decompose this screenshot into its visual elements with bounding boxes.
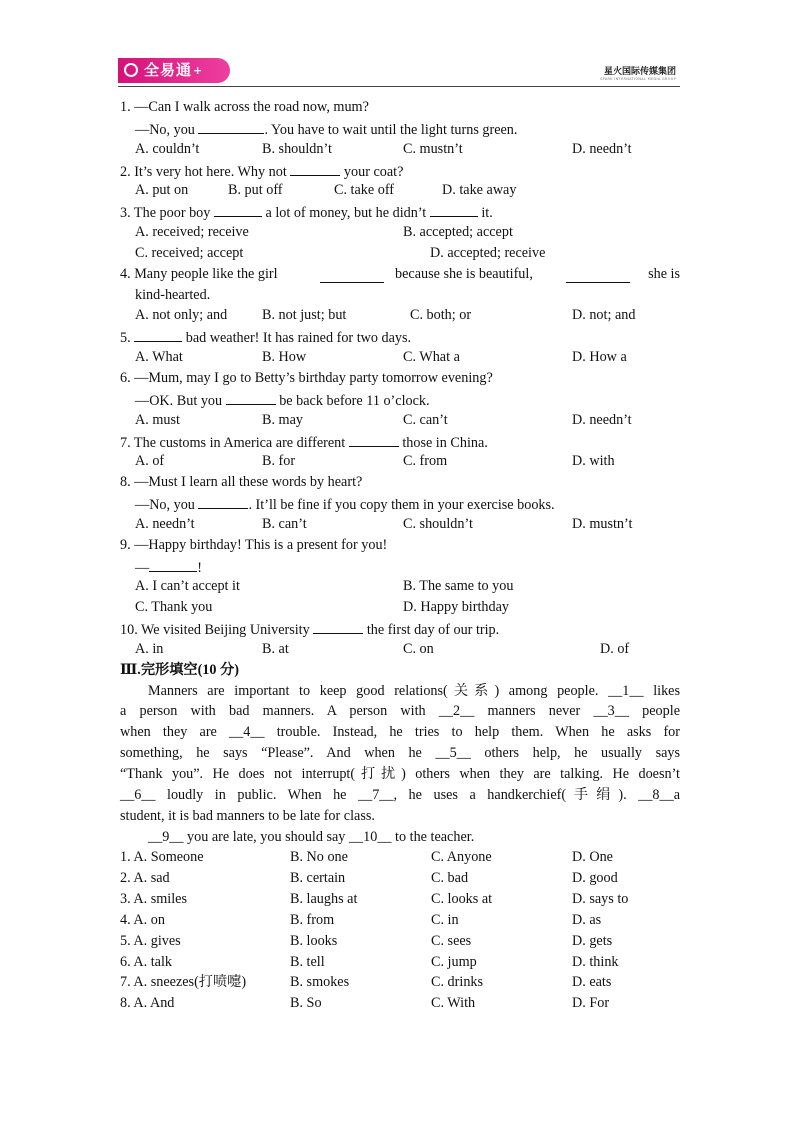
passage-line: __6__ loudly in public. When he __7__, he uses a handkerchief(手绢). __8__a (120, 786, 680, 803)
reply-text: be back before 11 o’clock. (279, 392, 430, 409)
question-1 (120, 97, 680, 118)
question-6-reply (120, 389, 680, 410)
cloze-option-row (120, 910, 680, 931)
option-d: D. mustn’t (572, 515, 633, 532)
question-text: those in China. (402, 434, 488, 451)
question-8 (120, 472, 680, 493)
option-a: 5. A. gives (120, 932, 181, 949)
option-c: C. shouldn’t (403, 515, 473, 532)
reply-text: — (135, 559, 150, 576)
option-b: B. from (290, 911, 335, 928)
option-c: C. can’t (403, 411, 448, 428)
reply-text: —No, you (135, 497, 195, 514)
option-a: A. of (135, 453, 165, 470)
question-text: 2. It’s very hot here. Why not (120, 163, 287, 180)
option-b: B. looks (290, 932, 338, 949)
option-d: D. needn’t (572, 411, 632, 428)
option-d: D. needn’t (572, 140, 632, 157)
option-c: C. Anyone (431, 849, 492, 866)
question-text: 10. We visited Beijing University (120, 622, 310, 639)
option-a: 1. A. Someone (120, 849, 204, 866)
question-text: 5. (120, 330, 131, 347)
question-7 (120, 431, 680, 452)
question-text: she is (648, 265, 680, 282)
option-a: A. received; receive (135, 224, 249, 241)
option-b: B. The same to you (403, 578, 514, 595)
option-b: B. How (262, 349, 307, 366)
publisher-name: 星火国际传媒集团 (603, 67, 676, 77)
question-4-cont (120, 285, 680, 306)
question-2-options (120, 180, 680, 201)
option-b: B. laughs at (290, 891, 358, 908)
option-d: D. accepted; receive (430, 244, 546, 261)
option-b: B. for (262, 453, 296, 470)
exercise-content (120, 97, 680, 1014)
option-c: C. from (403, 453, 448, 470)
option-a: A. needn’t (135, 515, 195, 532)
option-a: A. What (135, 349, 183, 366)
option-c: C. mustn’t (403, 140, 463, 157)
cloze-option-row (120, 931, 680, 952)
option-c: C. received; accept (135, 244, 244, 261)
option-d: D. gets (572, 932, 613, 949)
question-3-options-1 (120, 222, 680, 243)
question-9-options-2 (120, 597, 680, 618)
answer-blank (149, 556, 197, 572)
answer-blank (226, 389, 276, 405)
cloze-option-row (120, 972, 680, 993)
option-c: C. jump (431, 953, 477, 970)
question-text: kind-hearted. (135, 286, 211, 303)
option-d: D. Happy birthday (403, 599, 509, 616)
cloze-option-row (120, 993, 680, 1014)
question-text: 7. The customs in America are different (120, 434, 346, 451)
question-text: 1. —Can I walk across the road now, mum? (120, 99, 369, 115)
question-text: the first day of our trip. (366, 622, 500, 639)
answer-blank (566, 267, 630, 283)
cloze-option-row (120, 868, 680, 889)
question-text: 9. —Happy birthday! This is a present for you! (120, 536, 388, 553)
question-6 (120, 368, 680, 389)
question-10 (120, 618, 680, 639)
option-c: C. drinks (431, 974, 484, 991)
logo-text: 全易通 (144, 61, 193, 79)
option-a: A. I can’t accept it (135, 578, 240, 595)
passage-line: Manners are important to keep good relations(关系) among people. __1__ likes (148, 682, 680, 699)
passage-line: something, he says “Please”. And when he __5__ others help, he usually says (120, 745, 680, 762)
answer-blank (198, 118, 264, 134)
question-text: 8. —Must I learn all these words by heart? (120, 474, 363, 491)
question-7-options (120, 451, 680, 472)
question-6-options (120, 410, 680, 431)
question-3 (120, 201, 680, 222)
passage-line: when they are __4__ trouble. Instead, he tries to help them. When he asks for (120, 724, 680, 741)
question-text: your coat? (343, 163, 404, 180)
question-8-options (120, 514, 680, 535)
answer-blank (313, 618, 363, 634)
cloze-option-row (120, 889, 680, 910)
question-text: bad weather! It has rained for two days. (185, 330, 412, 347)
question-2 (120, 160, 680, 181)
option-b: B. No one (290, 849, 348, 866)
publisher-brand (600, 64, 676, 81)
option-d: D. think (572, 953, 619, 970)
passage-line: a person with bad manners. A person with __2__ manners never __3__ people (120, 703, 680, 720)
header-divider (118, 86, 680, 87)
question-9 (120, 535, 680, 556)
cloze-option-row (120, 952, 680, 973)
passage-line: student, it is bad manners to be late for class. (120, 807, 375, 824)
question-1-reply (120, 118, 680, 139)
option-b: B. at (262, 640, 289, 657)
option-c: C. Thank you (135, 599, 213, 616)
option-a: A. must (135, 411, 180, 428)
option-c: C. in (431, 911, 459, 928)
option-c: C. What a (403, 349, 460, 366)
page-header (118, 56, 680, 86)
option-d: D. with (572, 453, 615, 470)
option-b: B. shouldn’t (262, 140, 332, 157)
reply-text: —OK. But you (135, 392, 223, 409)
option-b: B. certain (290, 870, 346, 887)
reply-text: . It’ll be fine if you copy them in your exercise books. (248, 497, 555, 514)
answer-blank (134, 326, 182, 342)
question-text: 6. —Mum, may I go to Betty’s birthday party tomorrow evening? (120, 369, 493, 386)
question-5-options (120, 347, 680, 368)
question-9-reply (120, 556, 680, 577)
option-a: 2. A. sad (120, 870, 170, 887)
answer-blank (430, 201, 478, 217)
question-1-options (120, 139, 680, 160)
option-d: D. as (572, 911, 602, 928)
option-b: B. can’t (262, 515, 307, 532)
option-c: C. both; or (410, 307, 472, 324)
option-d: D. says to (572, 891, 629, 908)
answer-blank (214, 201, 262, 217)
option-c: C. bad (431, 870, 469, 887)
passage-line: “Thank you”. He does not interrupt(打扰) others when they are talking. He doesn’t (120, 766, 680, 782)
option-d: D. of (600, 640, 630, 657)
reply-text: —No, you (135, 121, 195, 138)
option-a: A. couldn’t (135, 140, 200, 157)
logo-plus: + (193, 64, 204, 77)
question-5 (120, 326, 680, 347)
option-d: D. eats (572, 974, 612, 991)
option-d: D. For (572, 995, 610, 1012)
option-b: B. accepted; accept (403, 224, 513, 241)
option-d: D. One (572, 849, 613, 866)
publisher-name-en: SPARK INTERNATIONAL MEDIA GROUP (600, 77, 676, 81)
answer-blank (198, 493, 248, 509)
option-b: B. may (262, 411, 303, 428)
passage-line: __9__ you are late, you should say __10__ to the teacher. (148, 828, 475, 845)
question-text: because she is beautiful, (395, 265, 533, 282)
option-a: 3. A. smiles (120, 891, 188, 908)
logo-ring-icon (124, 63, 138, 77)
reply-text: ! (197, 559, 202, 576)
option-a: 6. A. talk (120, 953, 173, 970)
question-text: a lot of money, but he didn’t (265, 205, 427, 222)
option-c: C. looks at (431, 891, 493, 908)
option-b: B. not just; but (262, 307, 347, 324)
cloze-option-row (120, 847, 680, 868)
option-d: D. not; and (572, 307, 636, 324)
question-text: 4. Many people like the girl (120, 265, 278, 282)
question-text: 3. The poor boy (120, 205, 211, 222)
section-3-title: Ⅲ.完形填空(10 分) (120, 661, 239, 678)
option-a: 8. A. And (120, 995, 175, 1012)
option-b: B. put off (228, 182, 283, 199)
question-4-options (120, 305, 680, 326)
question-3-options-2 (120, 243, 680, 264)
reply-text: . You have to wait until the light turns green. (264, 121, 518, 138)
option-a: 4. A. on (120, 911, 165, 928)
question-text: it. (481, 205, 493, 222)
option-b: B. tell (290, 953, 325, 970)
option-a: A. in (135, 640, 164, 657)
question-10-options (120, 639, 680, 660)
option-c: C. take off (334, 182, 395, 199)
option-b: B. smokes (290, 974, 350, 991)
option-c: C. With (431, 995, 476, 1012)
option-c: C. sees (431, 932, 472, 949)
answer-blank (320, 267, 384, 283)
option-d: D. take away (442, 182, 517, 199)
option-c: C. on (403, 640, 434, 657)
option-d: D. How a (572, 349, 627, 366)
question-9-options-1 (120, 576, 680, 597)
option-b: B. So (290, 995, 322, 1012)
option-a: A. put on (135, 182, 189, 199)
option-a: 7. A. sneezes(打喷嚏) (120, 974, 247, 991)
answer-blank (349, 431, 399, 447)
answer-blank (290, 160, 340, 176)
option-a: A. not only; and (135, 307, 228, 324)
question-8-reply (120, 493, 680, 514)
question-4 (120, 264, 680, 285)
brand-logo (118, 58, 230, 83)
option-d: D. good (572, 870, 618, 887)
